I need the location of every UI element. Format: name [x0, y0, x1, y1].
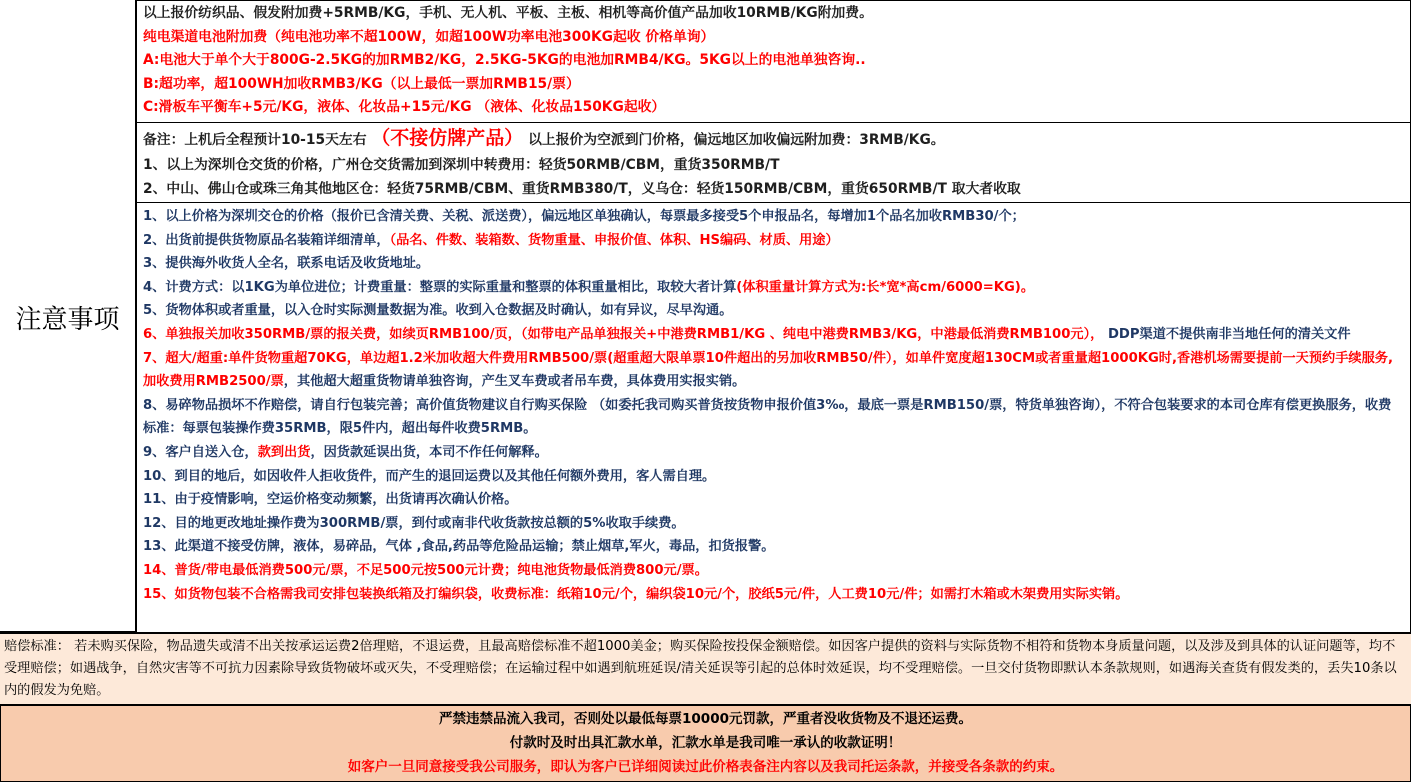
term-item-3: 3、提供海外收货人全名，联系电话及收货地址。 [143, 256, 430, 272]
surcharge-line-1: 以上报价纺织品、假发附加费+5RMB/KG，手机、无人机、平板、主板、相机等高价值产品加收10RMB/KG附加费。 [143, 5, 873, 21]
remarks-transit: 备注：上机后全程预计10-15天左右 [143, 132, 367, 148]
term-item-5: 5、货物体积或者重量，以入仓时实际测量数据为准。收到入仓数据及时确认，如有异议，尽早沟通。 [143, 303, 733, 319]
term-item-6: 6、单独报关加收350RMB/票的报关费，如续页RMB100/页，（如带电产品单独报关+中港费RMB1/KG 、纯电中港费RMB3/KG，中港最低消费RMB100元）， DDP渠道不提供南非当地任何的清关文件 [143, 326, 1351, 342]
notes-content [137, 0, 1411, 632]
compensation-terms: 赔偿标准： 若未购买保险，物品遗失或清不出关按承运运费2倍理赔，不退运费，且最高赔偿标准不超1000美金；购买保险按投保金额赔偿。如因客户提供的资料与实际货物不相符和货物本身质量问题，以及涉及到具体的认证问题等，均不受理赔偿；如遇战争，自然灾害等不可抗力因素除导致货物破坏或灭失，不受理赔偿；在运输过程中如遇到航班延误/清关延误等引起的总体时效延误，均不受理赔偿。一旦交付货物即默认本条款规则，如遇海关查货有假发类的，丢失10条以内的假发为免赔。 [0, 632, 1411, 705]
footer-line-3: 如客户一旦同意接受我公司服务，即认为客户已详细阅读过此价格表备注内容以及我司托运条款，并接受各条款的约束。 [347, 759, 1064, 775]
remarks-line-2: 1、以上为深圳仓交货的价格，广州仓交货需加到深圳中转费用：轻货50RMB/CBM，重货350RMB/T [143, 156, 780, 173]
surcharge-line-3: A:电池大于单个大于800G-2.5KG的加RMB2/KG，2.5KG-5KG的电池加RMB4/KG。5KG以上的电池单独咨询.. [143, 52, 866, 68]
term-item-4: 4、计费方式：以1KG为单位进位；计费重量：整票的实际重量和整票的体积重量相比，取较大者计算(体积重量计算方式为:长*宽*高cm/6000=KG)。 [143, 279, 1035, 295]
surcharge-section [137, 0, 1411, 123]
term-item-12: 12、目的地更改地址操作费为300RMB/票，到付或南非代收货款按总额的5%收取手续费。 [143, 515, 685, 531]
remarks-price-note: 以上报价为空派到门价格，偏远地区加收偏远附加费：3RMB/KG。 [528, 132, 945, 148]
term-item-2: 2、出货前提供货物原品名装箱详细清单，（品名、件数、装箱数、货物重量、申报价值、体积、HS编码、材质、用途） [143, 232, 839, 248]
term-item-14: 14、普货/带电最低消费500元/票，不足500元按500元计费；纯电池货物最低消费800元/票。 [143, 562, 708, 578]
term-item-13: 13、此渠道不接受仿牌，液体，易碎品，气体 ,食品,药品等危险品运输；禁止烟草,军火，毒品，扣货报警。 [143, 539, 775, 555]
terms-list [137, 203, 1411, 632]
term-item-7: 7、超大/超重:单件货物重超70KG，单边超1.2米加收超大件费用RMB500/票(超重超大限单票10件超出的另加收RMB50/件），如单件宽度超130CM或者重量超1000KG时,香港机场需要提前一天预约手续服务,加收费用RMB2500/票，其他超大超重货物请单独咨询，产生叉车费或者吊车费，具体费用实报实销。 [143, 350, 1393, 390]
remarks-line-3: 2、中山、佛山仓或珠三角其他地区仓：轻货75RMB/CBM、重货RMB380/T，义乌仓：轻货150RMB/CBM，重货650RMB/T 取大者收取 [143, 181, 1021, 197]
remarks-line-1 [143, 126, 1404, 153]
term-item-15: 15、如货物包装不合格需我司安排包装换纸箱及打编织袋，收费标准：纸箱10元/个，编织袋10元/个，胶纸5元/件，人工费10元/件；如需打木箱或木架费用实际实销。 [143, 586, 1129, 602]
term-item-1: 1、以上价格为深圳交仓的价格（报价已含清关费、关税、派送费），偏远地区单独确认，每票最多接受5个申报品名，每增加1个品名加收RMB30/个； [143, 209, 1025, 224]
footer-line-1: 严禁违禁品流入我司，否则处以最低每票10000元罚款，严重者没收货物及不退还运费。 [439, 711, 972, 727]
term-item-11: 11、由于疫情影响，空运价格变动频繁，出货请再次确认价格。 [143, 492, 518, 508]
remarks-section [137, 123, 1411, 203]
surcharge-line-4: B:超功率，超100WH加收RMB3/KG（以上最低一票加RMB15/票） [143, 75, 580, 92]
footer-line-2: 付款时及时出具汇款水单，汇款水单是我司唯一承认的收款证明！ [509, 735, 902, 751]
notes-label: 注意事项 [15, 305, 120, 335]
notes-label-cell [0, 0, 137, 632]
term-item-9: 9、客户自送入仓，款到出货，因货款延误出货，本司不作任何解释。 [143, 444, 548, 460]
footer-notice [0, 705, 1411, 782]
term-item-8: 8、易碎物品损坏不作赔偿，请自行包装完善；高价值货物建议自行购买保险 （如委托我司购买普货按货物申报价值3‰，最底一票是RMB150/票，特货单独咨询），不符合包装要求的本司仓库有偿更换服务，收费标准：每票包装操作费35RMB，限5件内，超出每件收费5RMB。 [143, 397, 1392, 437]
surcharge-line-2: 纯电渠道电池附加费（纯电池功率不超100W，如超100W功率电池300KG起收 价格单询） [143, 28, 715, 45]
surcharge-line-5: C:滑板车平衡车+5元/KG，液体、化妆品+15元/KG （液体、化妆品150KG起收） [143, 99, 666, 115]
term-item-10: 10、到目的地后，如因收件人拒收货件，而产生的退回运费以及其他任何额外费用，客人需自理。 [143, 468, 716, 484]
no-counterfeit-note: （不接仿牌产品） [371, 127, 524, 149]
